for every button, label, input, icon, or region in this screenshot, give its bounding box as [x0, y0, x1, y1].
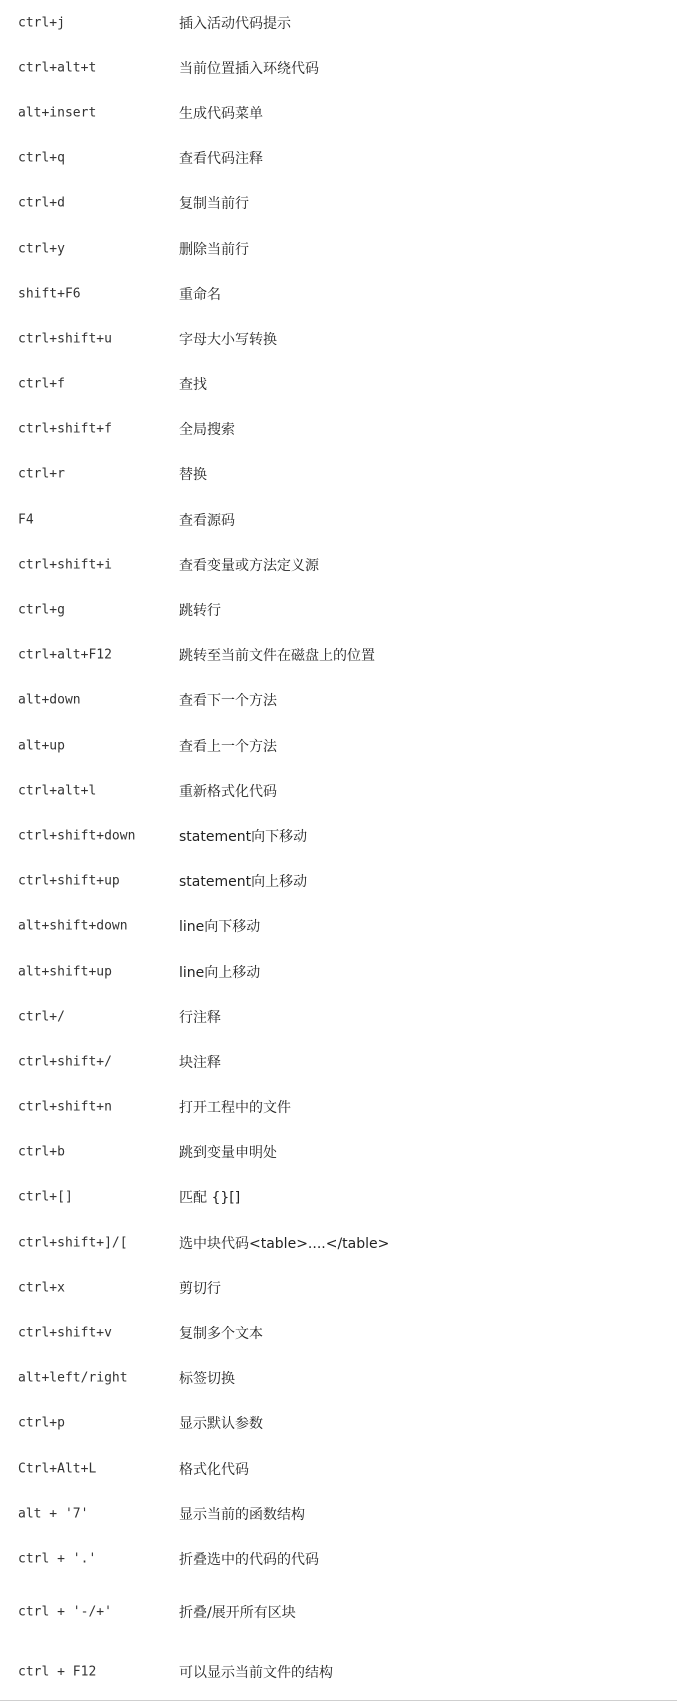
- shortcut-description: 可以显示当前文件的结构: [179, 1664, 333, 1681]
- shortcut-row: [0, 452, 677, 497]
- shortcut-row: [0, 271, 677, 316]
- shortcut-row: [0, 723, 677, 768]
- shortcut-description: line向上移动: [179, 964, 261, 981]
- shortcut-key: ctrl+[]: [18, 1189, 73, 1205]
- shortcut-description: 当前位置插入环绕代码: [179, 60, 319, 77]
- shortcut-description: 生成代码菜单: [179, 105, 263, 122]
- shortcut-description: 查看代码注释: [179, 151, 263, 168]
- shortcut-description: 行注释: [179, 1009, 221, 1026]
- shortcut-key: ctrl+shift+i: [18, 557, 112, 573]
- shortcut-key: ctrl+shift+f: [18, 421, 112, 437]
- shortcut-key: F4: [18, 512, 34, 528]
- shortcut-key: ctrl+y: [18, 241, 65, 257]
- shortcut-key: ctrl+p: [18, 1415, 65, 1431]
- shortcut-row: [0, 1356, 677, 1401]
- shortcut-key: alt+shift+down: [18, 918, 128, 934]
- shortcut-description: 替换: [179, 467, 207, 484]
- shortcut-key: ctrl+alt+l: [18, 783, 97, 799]
- shortcut-description: 格式化代码: [179, 1461, 249, 1478]
- shortcut-key: ctrl+alt+t: [18, 60, 97, 76]
- shortcut-row: [0, 1446, 677, 1491]
- shortcut-row: [0, 633, 677, 678]
- shortcut-row: [0, 316, 677, 361]
- shortcut-description: 跳转至当前文件在磁盘上的位置: [179, 648, 375, 665]
- shortcut-description: statement向下移动: [179, 828, 308, 845]
- shortcut-row: [0, 859, 677, 904]
- shortcut-row: [0, 90, 677, 135]
- shortcut-row: [0, 904, 677, 949]
- shortcut-row: [0, 1536, 677, 1581]
- shortcut-row: [0, 1642, 677, 1702]
- shortcut-description: 重新格式化代码: [179, 783, 277, 800]
- shortcut-key: ctrl + F12: [18, 1664, 97, 1680]
- shortcut-description: 折叠选中的代码的代码: [179, 1551, 319, 1568]
- shortcut-row: [0, 181, 677, 226]
- shortcut-description: 全局搜索: [179, 422, 235, 439]
- shortcut-key: ctrl+f: [18, 376, 65, 392]
- shortcut-key: alt+left/right: [18, 1370, 128, 1386]
- shortcut-description: statement向上移动: [179, 874, 308, 891]
- shortcut-description: 查看下一个方法: [179, 693, 277, 710]
- shortcut-key: ctrl + '-/+': [18, 1604, 112, 1620]
- shortcut-row: [0, 542, 677, 587]
- shortcut-row: [0, 994, 677, 1039]
- shortcut-description: 复制多个文本: [179, 1326, 263, 1343]
- shortcut-key: alt+shift+up: [18, 964, 112, 980]
- shortcut-row: [0, 136, 677, 181]
- shortcut-key: ctrl+j: [18, 15, 65, 31]
- shortcut-row: [0, 949, 677, 994]
- shortcut-row: [0, 1175, 677, 1220]
- shortcut-key: shift+F6: [18, 286, 81, 302]
- bottom-divider: [0, 1700, 677, 1701]
- shortcut-row: [0, 362, 677, 407]
- shortcut-description: 折叠/展开所有区块: [179, 1604, 296, 1621]
- shortcut-key: alt+down: [18, 692, 81, 708]
- shortcut-row: [0, 813, 677, 858]
- shortcut-description: 块注释: [179, 1054, 221, 1071]
- shortcut-key: ctrl+shift+]/[: [18, 1235, 128, 1251]
- shortcut-key: ctrl+g: [18, 602, 65, 618]
- shortcut-row: [0, 1039, 677, 1084]
- shortcut-row: [0, 0, 677, 45]
- shortcut-description: 重命名: [179, 286, 221, 303]
- shortcut-description: 选中块代码<table>....</table>: [179, 1235, 390, 1252]
- shortcut-key: ctrl+shift+/: [18, 1054, 112, 1070]
- shortcut-key: ctrl+shift+v: [18, 1325, 112, 1341]
- shortcut-description: 插入活动代码提示: [179, 15, 291, 32]
- shortcut-row: [0, 678, 677, 723]
- shortcut-key: ctrl + '.': [18, 1551, 97, 1567]
- shortcut-description: 显示当前的函数结构: [179, 1506, 305, 1523]
- shortcut-row: [0, 1401, 677, 1446]
- shortcut-description: 跳转行: [179, 603, 221, 620]
- shortcut-row: [0, 1130, 677, 1175]
- shortcut-key: ctrl+d: [18, 195, 65, 211]
- shortcut-description: 匹配 {}[]: [179, 1190, 241, 1207]
- shortcut-key: ctrl+shift+down: [18, 828, 136, 844]
- shortcut-description: 标签切换: [179, 1371, 235, 1388]
- shortcut-row: [0, 45, 677, 90]
- shortcut-description: 删除当前行: [179, 241, 249, 258]
- shortcut-description: 字母大小写转换: [179, 331, 277, 348]
- shortcut-row: [0, 1220, 677, 1265]
- shortcut-row: [0, 497, 677, 542]
- shortcut-row: [0, 1085, 677, 1130]
- shortcut-row: [0, 587, 677, 632]
- shortcut-row: [0, 1582, 677, 1642]
- shortcut-description: 复制当前行: [179, 196, 249, 213]
- shortcut-key: alt + '7': [18, 1506, 89, 1522]
- shortcut-row: [0, 1265, 677, 1310]
- shortcut-key: ctrl+r: [18, 466, 65, 482]
- shortcut-key: ctrl+alt+F12: [18, 647, 112, 663]
- shortcut-description: 跳到变量申明处: [179, 1145, 277, 1162]
- shortcut-row: [0, 226, 677, 271]
- shortcut-description: 查找: [179, 377, 207, 394]
- shortcut-description: 剪切行: [179, 1280, 221, 1297]
- shortcut-key: ctrl+shift+u: [18, 331, 112, 347]
- shortcut-row: [0, 1310, 677, 1355]
- shortcut-description: line向下移动: [179, 919, 261, 936]
- shortcut-description: 查看变量或方法定义源: [179, 557, 319, 574]
- shortcut-key: ctrl+x: [18, 1280, 65, 1296]
- shortcut-key: ctrl+b: [18, 1144, 65, 1160]
- shortcut-description: 显示默认参数: [179, 1416, 263, 1433]
- shortcut-row: [0, 1491, 677, 1536]
- shortcut-row: [0, 768, 677, 813]
- shortcut-key: alt+insert: [18, 105, 97, 121]
- shortcut-key: ctrl+q: [18, 150, 65, 166]
- shortcut-key: ctrl+shift+up: [18, 873, 120, 889]
- shortcut-key: Ctrl+Alt+L: [18, 1461, 97, 1477]
- shortcut-description: 打开工程中的文件: [179, 1100, 291, 1117]
- shortcut-row: [0, 407, 677, 452]
- shortcut-key: alt+up: [18, 738, 65, 754]
- shortcut-key: ctrl+/: [18, 1009, 65, 1025]
- shortcut-description: 查看上一个方法: [179, 738, 277, 755]
- shortcut-key: ctrl+shift+n: [18, 1099, 112, 1115]
- shortcut-description: 查看源码: [179, 512, 235, 529]
